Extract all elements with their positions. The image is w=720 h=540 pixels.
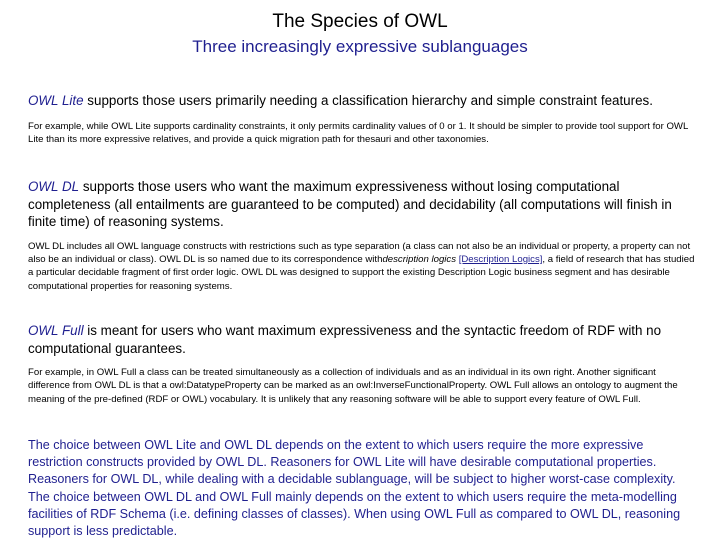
conclusion-text: The choice between OWL Lite and OWL DL depends on the extent to which users require the more expressive restriction constructs provided by OWL DL. Reasoners for OWL Lite will have desirable computational properties. Reasoners for OWL DL, while dealing with a decidable sublanguage, will be subject to higher worst-case complexity. The choice between OWL DL and OWL Full mainly depends on the extent to which users require the meta-modelling facilities of RDF Schema (i.e. defining classes of classes). When using OWL Full as compared to OWL DL, reasoning support is less predictable. [28,438,681,539]
owl-dl-name: OWL DL [28,179,80,194]
page-subtitle: Three increasingly expressive sublanguages [192,37,528,56]
owl-lite-section [28,92,696,146]
owl-dl-detail-text-a: OWL DL includes all OWL language constructs with restrictions such as type separation (a class can not also be an individual or property, a property can not also be an individual or class). OWL DL is so named due to its correspondence with [28,240,691,265]
owl-dl-detail [28,240,696,294]
owl-dl-lead [28,178,696,231]
owl-dl-section [28,178,696,293]
description-logics-link[interactable]: [Description Logics] [458,253,543,265]
owl-dl-lead-text: supports those users who want the maximum expressiveness without losing computational completeness (all entailments are guaranteed to be computed) and decidability (all computations will finish in finite time) of reasoning systems. [28,179,672,229]
owl-lite-detail: For example, while OWL Lite supports cardinality constraints, it only permits cardinality values of 0 or 1. It should be simpler to provide tool support for OWL Lite than its more expressive relatives, and provide a quick migration path for thesauri and other taxonomies. [28,120,688,145]
owl-dl-detail-em: description logics [382,253,457,265]
page-title: The Species of OWL [272,11,448,32]
owl-full-detail: For example, in OWL Full a class can be treated simultaneously as a collection of individuals and as an individual in its own right. Another significant difference from OWL DL is that a owl:DatatypeProperty can be marked as an owl:InverseFunctionalProperty. OWL Full allows an ontology to augment the meaning of the pre-defined (RDF or OWL) vocabulary. It is unlikely that any reasoning software will be able to support every feature of OWL Full. [28,367,678,405]
owl-dl-detail-text-b: , a field of research that has studied a particular decidable fragment of first order logic. OWL DL was designed to support the existing Description Logic business segment and has desirable computational properties for reasoning systems. [28,253,695,292]
owl-lite-name: OWL Lite [28,93,84,108]
owl-full-section [28,322,696,406]
conclusion-section [28,437,696,540]
owl-lite-lead [28,92,696,110]
owl-lite-lead-text: supports those users primarily needing a classification hierarchy and simple constraint features. [83,93,653,108]
owl-full-name: OWL Full [28,323,84,338]
owl-full-lead [28,322,696,357]
owl-full-lead-text: is meant for users who want maximum expressiveness and the syntactic freedom of RDF with no computational guarantees. [28,323,662,356]
